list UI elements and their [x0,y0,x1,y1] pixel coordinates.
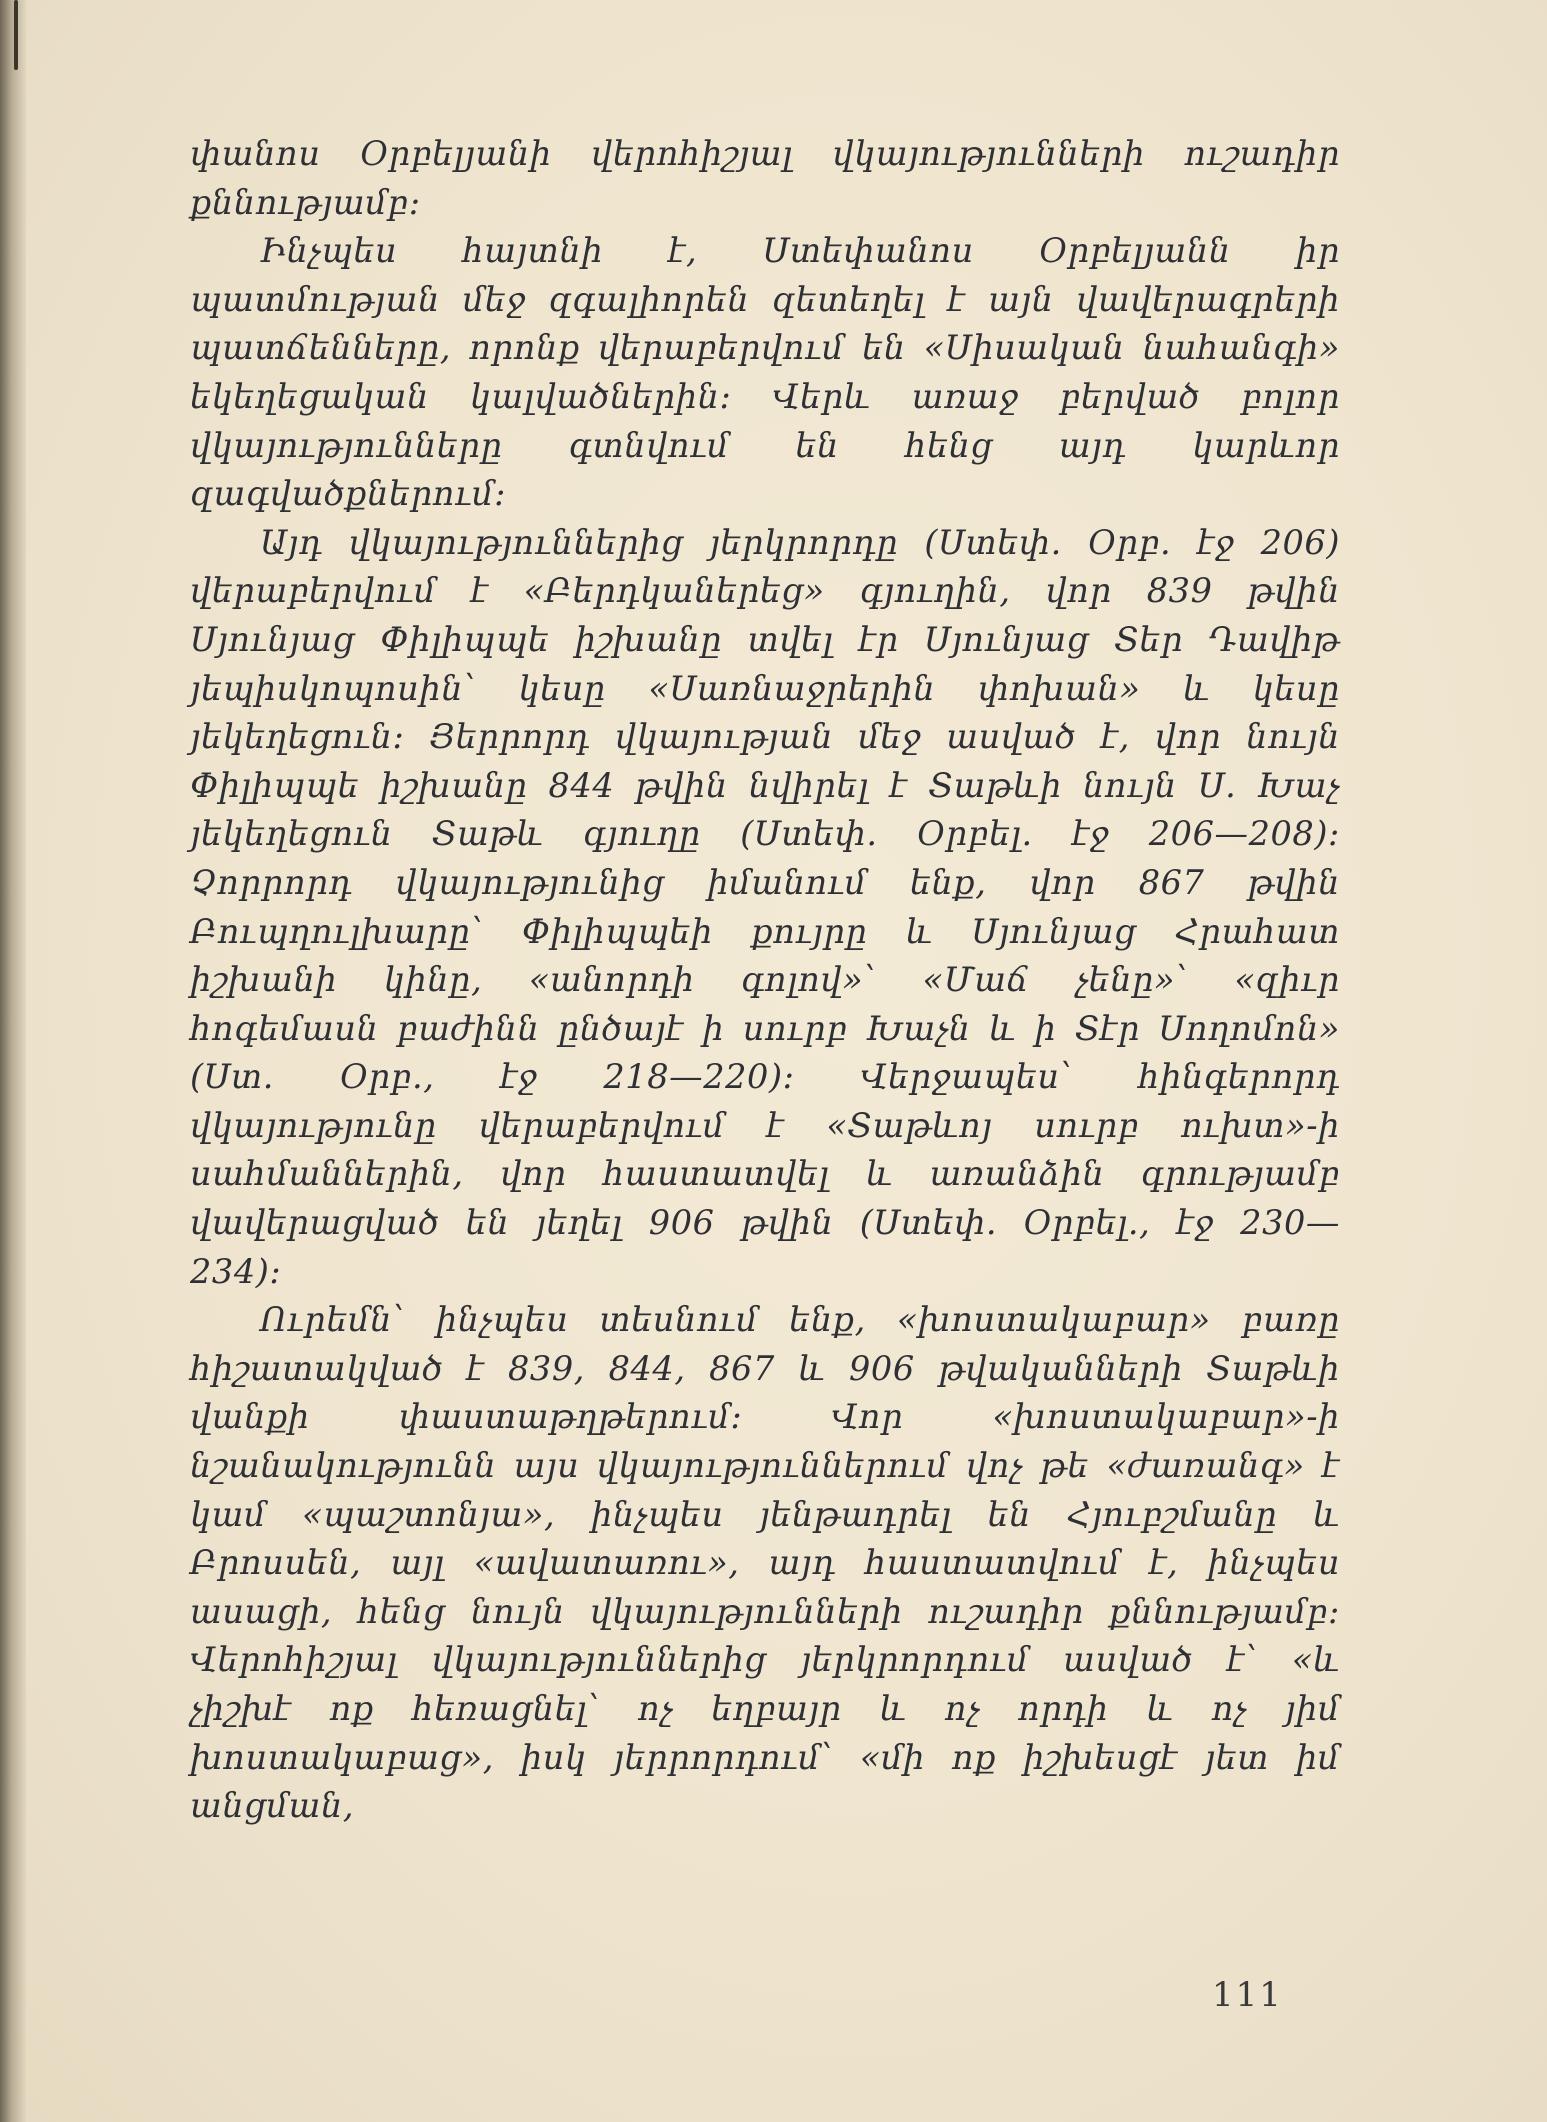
gutter-mark [14,0,18,70]
paragraph-3: Ուրեմն՝ ինչպես տեսնում ենք, «խոստակաբար» բառը հիշատակված է 839, 844, 867 և 906 թվականների Տաթևի վանքի փաստաթղթերում։ Վոր «խոստակաբար»-ի նշանակությունն այս վկայություններում վոչ թե «ժառանգ» է կամ «պաշտոնյա», ինչպես յենթադրել են Հյուբշմանը և Բրոսսեն, այլ «ավատառու», այդ հաստատվում է, ինչպես ասացի, հենց նույն վկայությունների ուշադիր քննությամբ։ Վերոհիշյալ վկայություններից յերկրորդում ասված է՝ «և չիշխէ ոք հեռացնել՝ ոչ եղբայր և ոչ որդի և ոչ յիմ խոստակաբաց», իսկ յերրորդում՝ «մի ոք իշխեսցէ յետ իմ անցման, [190,1300,1340,1826]
paragraph-1: Ինչպես հայտնի է, Ստեփանոս Օրբելյանն իր պատմության մեջ զգալիորեն զետեղել է այն վավերագրերի պատճենները, որոնք վերաբերվում են «Սիսական նահանգի» եկեղեցական կալվածներին։ Վերև առաջ բերված բոլոր վկայությունները գտնվում են հենց այդ կարևոր զագվածքներում։ [190,231,1340,514]
page-gutter [0,0,26,2122]
paragraph-2: Այդ վկայություններից յերկրորդը (Ստեփ. Օրբ. էջ 206) վերաբերվում է «Բերդկաներեց» գյուղին, վոր 839 թվին Սյունյաց Փիլիպպե իշխանը տվել էր Սյունյաց Տեր Դավիթ յեպիսկոպոսին՝ կեսը «Սառնաջրերին փոխան» և կեսը յեկեղեցուն։ Յերրորդ վկայության մեջ ասված է, վոր նույն Փիլիպպե իշխանը 844 թվին նվիրել է Տաթևի նույն Ս. Խաչ յեկեղեցուն Տաթև գյուղը (Ստեփ. Օրբել. էջ 206—208)։ Չորրորդ վկայությունից իմանում ենք, վոր 867 թվին Բուպղուլխարը՝ Փիլիպպեի քույրը և Սյունյաց Հրահատ իշխանի կինը, «անորդի գոլով»՝ «Մաճ չենը»՝ «զիւր հոգեմասն բաժինն ընծայէ ի սուրբ Խաչն և ի Տէր Սողոմոն» (Ստ. Օրբ., էջ 218—220)։ Վերջապես՝ հինգերորդ վկայությունը վերաբերվում է «Տաթևոյ սուրբ ուխտ»-ի սահմաններին, վոր հաստատվել և առանձին գրությամբ վավերացված են յեղել 906 թվին (Ստեփ. Օրբել., էջ 230—234)։ [190,522,1340,1291]
page-number: 111 [1212,1975,1283,2015]
body-text [190,130,1340,1831]
paragraph-continuation: փանոս Օրբելյանի վերոհիշյալ վկայությունների ուշադիր քննությամբ։ [190,134,1340,222]
